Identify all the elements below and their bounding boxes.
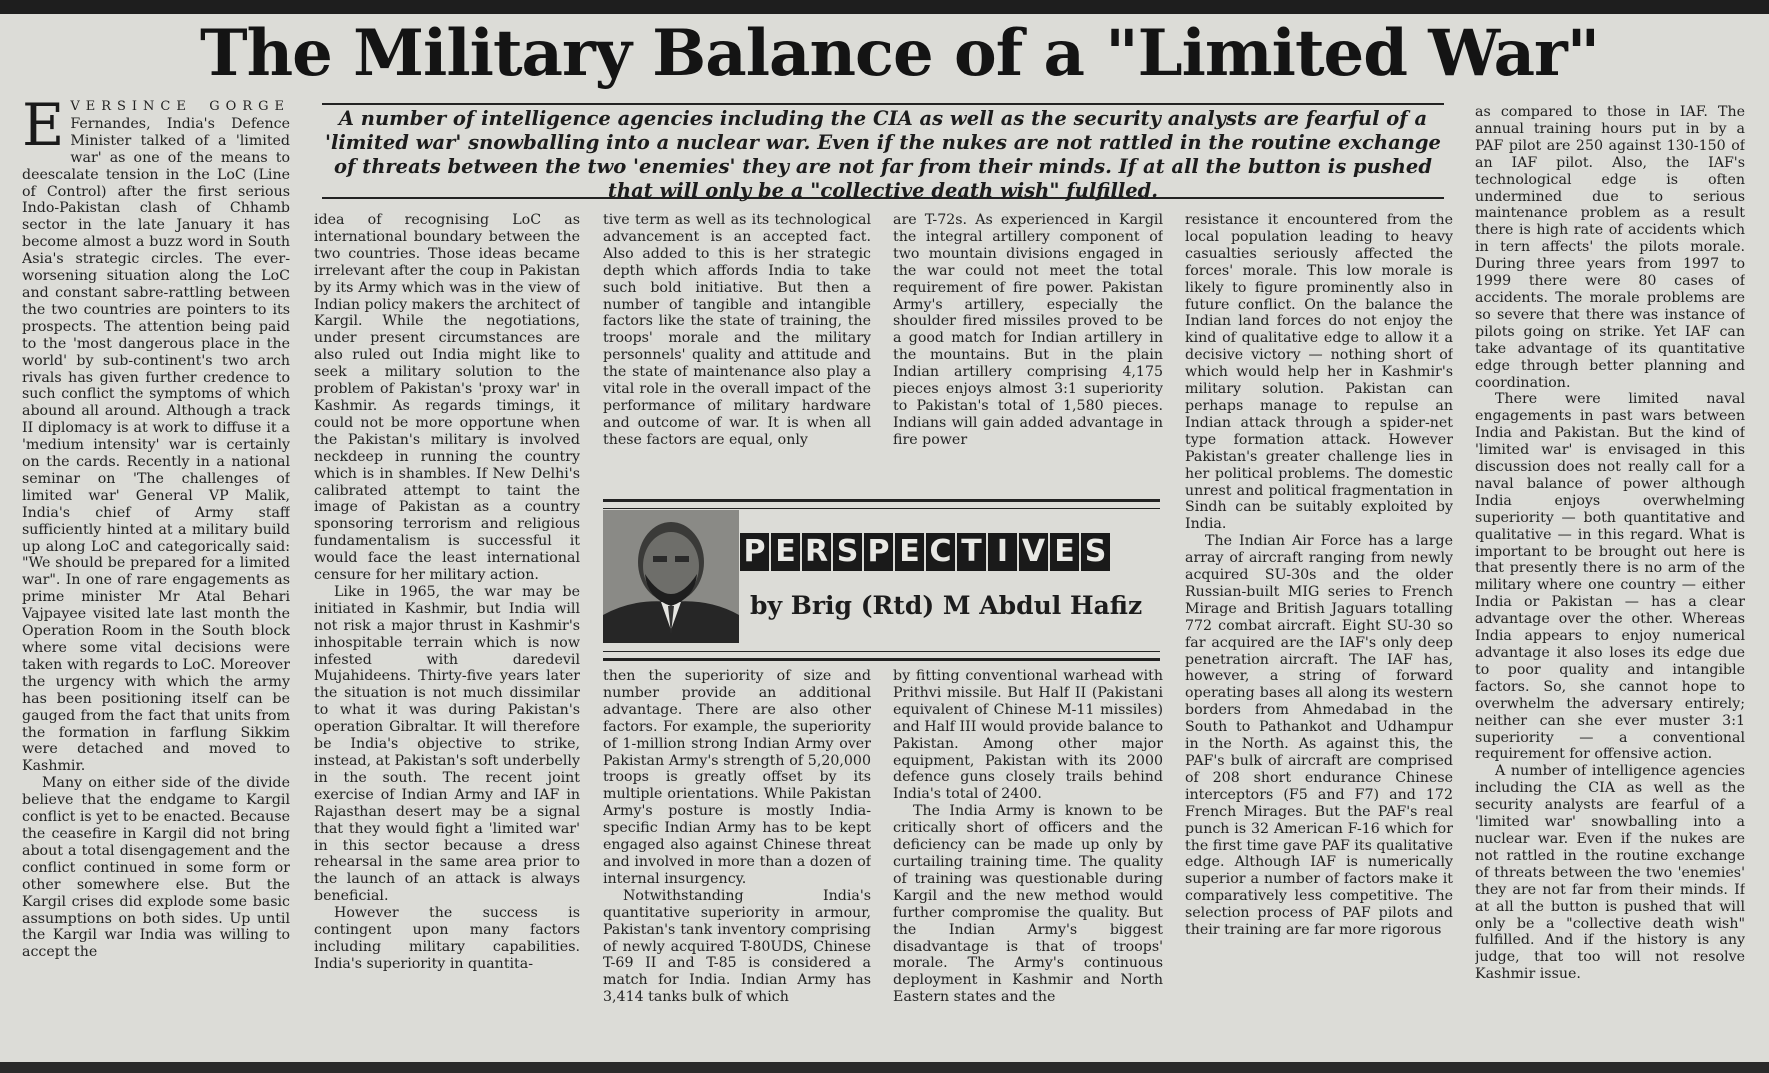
paragraph: Like in 1965, the war may be initiated in Kashmir, but India will not risk a major thrust in Kashmir's inhospitable terrain which is now infested with daredevil Mujahideens. Thirty-five years later the situation is not much dissimilar to what it was during Pakistan's operation Gibraltar. It will therefore be India's objective to strike, instead, at Pakistan's soft underbelly in the south. The recent joint exercise of Indian Army and IAF in Rajasthan desert may be a signal that they would fight a 'limited war' in this sector because a dress rehearsal in the same area prior to the launch of an attack is always beneficial. bbox=[314, 583, 580, 905]
paragraph: Notwithstanding India's quantitative superiority in armour, Pakistan's tank inventory comprising of newly acquired T-80UDS, Chinese T-69 II and T-85 is considered a match for India. Indian Army has 3,414 tanks bulk of which bbox=[603, 887, 871, 1006]
title-letter: S bbox=[833, 533, 862, 571]
title-letter: T bbox=[957, 533, 986, 571]
standfirst: A number of intelligence agencies including the CIA as well as the security analysts are fearful of a 'limited war' snowballing into a nuclear war. Even if the nukes are not rattled in the routine exchange of threats between the two 'enemies' they are not far from their minds. If at all the button is pushed that will only be a "collective death wish" fulfilled. bbox=[322, 103, 1444, 199]
column-1 bbox=[22, 98, 290, 1061]
title-letter: E bbox=[1050, 533, 1079, 571]
paragraph: The Indian Air Force has a large array of aircraft ranging from newly acquired SU-30s and the older Russian-built MIG series to French Mirage and British Jaguars totalling 772 combat aircraft. Eight SU-30 so far acquired are the IAF's only deep penetration aircraft. The IAF has, however, a string of forward operating bases all along its western borders from Ahmedabad in the South to Pathankot and Udhampur in the North. As against this, the PAF's bulk of aircraft are comprised of 208 short endurance Chinese interceptors (F5 and F7) and 172 French Mirages. But the PAF's real punch is 32 American F-16 which for the first time gave PAF its qualitative edge. Although IAF is numerically superior a number of factors make it comparatively less competitive. The selection process of PAF pilots and their training are far more rigorous bbox=[1185, 533, 1453, 939]
column-4-bottom bbox=[893, 668, 1163, 1061]
paragraph-text: Fernandes, India's Defence Minister talked of a 'limited war' as one of the means to deescalate tension in the LoC (Line of Control) after the first serious Indo-Pakistan clash of Chhamb sector in the late January it has become almost a buzz word in South Asia's strategic circles. The ever-worsening situation along the LoC and constant sabre-rattling between the two countries are pointers to its prospects. The attention being paid to the 'most dangerous place in the world' by sub-continent's two arch rivals has given further credence to such conflict the symptoms of which abound all around. Although a track II diplomacy is at work to diffuse it a 'medium intensity' war is certainly on the cards. Recently in a national seminar on 'The challenges of limited war' General VP Malik, India's chief of Army staff sufficiently hinted at a military build up along LoC and categorically said: "We should be prepared for a limited war". In one of rare engagements as prime minister Mr Atal Behari Vajpayee visited late last month the Operation Room in the South block where some vital decisions were taken with regards to LoC. Moreover the urgency with which the army has been positioning itself can be gauged from the fact that units from the formation in farflung Sikkim were detached and moved to Kashmir. bbox=[22, 115, 290, 775]
drop-cap: E bbox=[22, 98, 65, 159]
title-letter: V bbox=[1019, 533, 1048, 571]
column-4-top bbox=[893, 212, 1163, 488]
author-portrait-image bbox=[603, 510, 739, 643]
column-6 bbox=[1475, 104, 1745, 1061]
divider bbox=[603, 651, 1160, 652]
title-letter: P bbox=[864, 533, 893, 571]
title-letter: E bbox=[895, 533, 924, 571]
title-letter: R bbox=[802, 533, 831, 571]
paragraph: resistance it encountered from the local population leading to heavy casualties seriously affected the forces' morale. This low morale is likely to figure prominently also in future conflict. On the balance the Indian land forces do not enjoy the kind of qualitative edge to allow it a decisive victory — nothing short of which would help her in Kashmir's military solution. Pakistan can perhaps manage to repulse an Indian attack through a spider-net type formation attack. However Pakistan's greater challenge lies in her political problems. The domestic unrest and political fragmentation in Sindh can be suitably exploited by India. bbox=[1185, 212, 1453, 533]
paragraph: by fitting conventional warhead with Prithvi missile. But Half II (Pakistani equivalent of Chinese M-11 missiles) and Half III would provide balance to Pakistan. Among other major equipment, Pakistan with its 2000 defence guns closely trails behind India's total of 2400. bbox=[893, 668, 1163, 803]
title-letter: S bbox=[1081, 533, 1110, 571]
paragraph: The India Army is known to be critically short of officers and the deficiency can be made up only by curtailing training time. The quality of training was questionable during Kargil and the new method would further compromise the quality. But the Indian Army's biggest disadvantage is that of troops' morale. The Army's continuous deployment in Kashmir and North Eastern states and the bbox=[893, 803, 1163, 1006]
perspectives-title bbox=[740, 533, 1110, 571]
paragraph: tive term as well as its technological advancement is an accepted fact. Also added to this is her strategic depth which affords India to take such bold initiative. But then a number of tangible and intangible factors like the state of training, the troops' morale and the military personnels' quality and attitude and the state of maintenance also play a vital role in the overall impact of the performance of military hardware and outcome of war. It is when all these factors are equal, only bbox=[603, 212, 871, 448]
divider bbox=[603, 508, 1160, 509]
paragraph: Many on either side of the divide believe that the endgame to Kargil conflict is yet to be enacted. Because the ceasefire in Kargil did not bring about a total disengagement and the conflict continued in some form or other somewhere else. But the Kargil crises did explode some basic assumptions on both sides. Up until the Kargil war India was willing to accept the bbox=[22, 775, 290, 961]
paragraph: idea of recognising LoC as international boundary between the two countries. Those ideas became irrelevant after the coup in Pakistan by its Army which was in the view of Indian policy makers the architect of Kargil. While the negotiations, under present circumstances are also ruled out India might like to seek a military solution to the problem of Pakistan's 'proxy war' in Kashmir. As regards timings, it could not be more opportune when the Pakistan's military is involved neckdeep in running the country which is in shambles. If New Delhi's calibrated attempt to taint the image of Pakistan as a country sponsoring terrorism and religious fundamentalism is successful it would face the least international censure for her military action. bbox=[314, 212, 580, 584]
byline: by Brig (Rtd) M Abdul Hafiz bbox=[750, 591, 1143, 620]
column-3-top bbox=[603, 212, 871, 488]
title-letter: E bbox=[771, 533, 800, 571]
title-letter: P bbox=[740, 533, 769, 571]
column-5 bbox=[1185, 212, 1453, 1061]
author-photo bbox=[603, 510, 739, 643]
lead-caps: VERSINCE GORGE bbox=[70, 99, 290, 114]
column-3-bottom bbox=[603, 668, 871, 1061]
top-border-bar bbox=[0, 0, 1769, 14]
headline: The Military Balance of a "Limited War" bbox=[200, 16, 1600, 91]
paragraph: There were limited naval engagements in past wars between India and Pakistan. But the kind of 'limited war' is envisaged in this discussion does not really call for a naval balance of power although India enjoys overwhelming superiority — both quantitative and qualitative — in this regard. What is important to be brought out here is that presently there is no arm of the military where one country — either India or Pakistan — has a clear advantage over the other. Whereas India appears to enjoy numerical advantage it also loses its edge due to poor quality and intangible factors. So, she cannot hope to overwhelm the adversary entirely; neither can she ever muster 3:1 superiority — a conventional requirement for offensive action. bbox=[1475, 391, 1745, 763]
column-2 bbox=[314, 212, 580, 1061]
paragraph: as compared to those in IAF. The annual training hours put in by a PAF pilot are 250 against 130-150 of an IAF pilot. Also, the IAF's technological edge is often undermined due to serious maintenance problem as a result there is high rate of accidents which in tern affects' the pilots morale. During three years from 1997 to 1999 there were 80 cases of accidents. The morale problems are so severe that there was instance of pilots going on strike. Yet IAF can take advantage of its quantitative edge through better planning and coordination. bbox=[1475, 104, 1745, 391]
paragraph bbox=[22, 98, 290, 775]
paragraph: However the success is contingent upon many factors including military capabilities. India's superiority in quantita- bbox=[314, 905, 580, 972]
title-letter: C bbox=[926, 533, 955, 571]
paragraph: then the superiority of size and number provide an additional advantage. There are also other factors. For example, the superiority of 1-million strong Indian Army over Pakistan Army's strength of 5,20,000 troops is greatly offset by its multiple orientations. While Pakistan Army's posture is mostly India-specific Indian Army has to be kept engaged also against Chinese threat and involved in more than a dozen of internal insurgency. bbox=[603, 668, 871, 887]
paragraph: A number of intelligence agencies including the CIA as well as the security analysts are fearful of a 'limited war' snowballing into a nuclear war. Even if the nukes are not rattled in the routine exchange of threats between the two 'enemies' they are not far from their minds. If at all the button is pushed that will only be a "collective death wish" fulfilled. And if the history is any judge, that too will not resolve Kashmir issue. bbox=[1475, 763, 1745, 983]
title-letter: I bbox=[988, 533, 1017, 571]
bottom-border-bar bbox=[0, 1062, 1769, 1073]
paragraph: are T-72s. As experienced in Kargil the integral artillery component of two mountain divisions engaged in the war could not meet the total requirement of fire power. Pakistan Army's artillery, especially the shoulder fired missiles proved to be a good match for Indian artillery in the mountains. But in the plain Indian artillery comprising 4,175 pieces enjoys almost 3:1 superiority to Pakistan's total of 1,580 pieces. Indians will gain added advantage in fire power bbox=[893, 212, 1163, 448]
